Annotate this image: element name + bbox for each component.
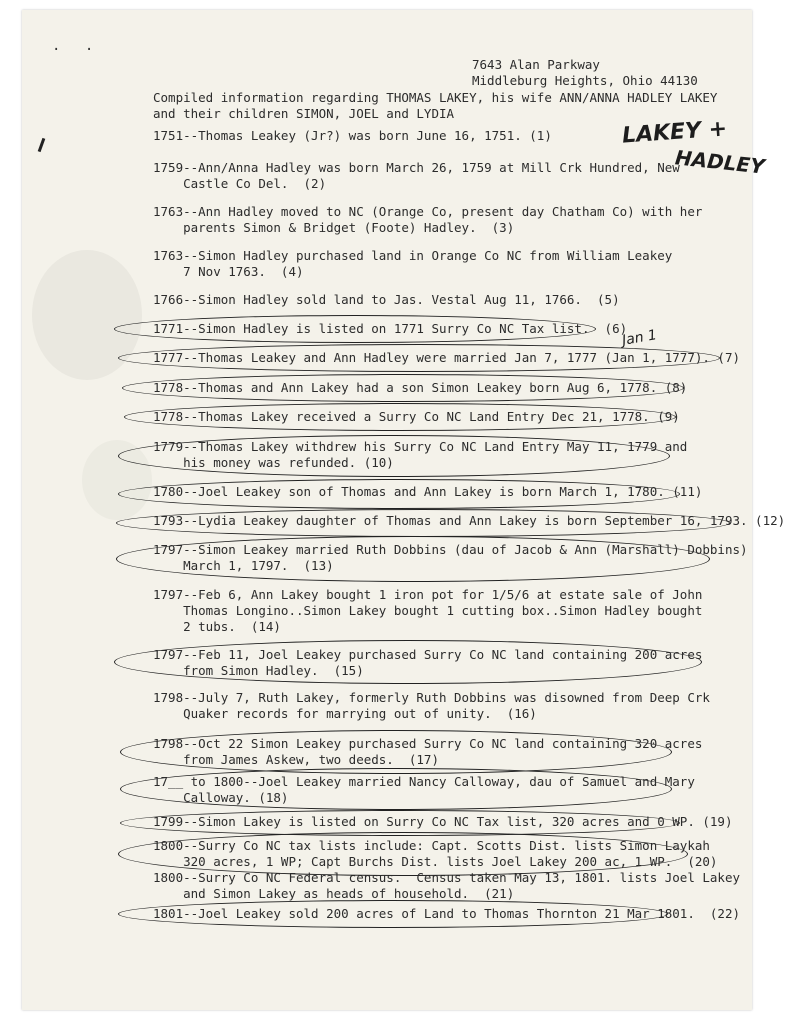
intro-block: [153, 90, 717, 122]
timeline-entry: 1780--Joel Leakey son of Thomas and Ann Lakey is born March 1, 1780. (11): [153, 484, 703, 499]
timeline-entry: 1763--Ann Hadley moved to NC (Orange Co, present day Chatham Co) with her parents Simon & Bridget (Foote) Hadley. (3): [153, 204, 703, 235]
timeline-entry: 1751--Thomas Leakey (Jr?) was born June 16, 1751. (1): [153, 128, 552, 143]
handwritten-title: LAKEY +: [621, 116, 728, 149]
margin-dots: . .: [52, 38, 102, 54]
timeline-entry: 1799--Simon Lakey is listed on Surry Co NC Tax list, 320 acres and 0 WP. (19): [153, 814, 733, 829]
timeline-entry: 1779--Thomas Lakey withdrew his Surry Co NC Land Entry May 11, 1779 and his money was refunded. (10): [153, 439, 688, 470]
timeline-entry: 1766--Simon Hadley sold land to Jas. Vestal Aug 11, 1766. (5): [153, 292, 620, 307]
timeline-entry: 1797--Feb 11, Joel Leakey purchased Surry Co NC land containing 200 acres from Simon Hadley. (15): [153, 647, 703, 678]
timeline-entry: 17__ to 1800--Joel Leakey married Nancy Calloway, dau of Samuel and Mary Calloway. (18): [153, 774, 695, 805]
address-line: Middleburg Heights, Ohio 44130: [472, 73, 698, 88]
intro-line: Compiled information regarding THOMAS LAKEY, his wife ANN/ANNA HADLEY LAKEY: [153, 90, 718, 105]
timeline-entry: 1771--Simon Hadley is listed on 1771 Surry Co NC Tax list. (6): [153, 321, 628, 336]
timeline-entry: 1798--Oct 22 Simon Leakey purchased Surry Co NC land containing 320 acres from James Askew, two deeds. (17): [153, 736, 703, 767]
timeline-entry: 1777--Thomas Leakey and Ann Hadley were married Jan 7, 1777 (Jan 1, 1777). (7): [153, 350, 740, 365]
document-page: [22, 10, 785, 1010]
margin-tick-mark: [38, 138, 46, 152]
timeline-entry: 1793--Lydia Leakey daughter of Thomas and Ann Lakey is born September 16, 1793. (12): [153, 513, 785, 528]
timeline-entry: 1759--Ann/Anna Hadley was born March 26, 1759 at Mill Crk Hundred, New Castle Co Del. (2): [153, 160, 680, 191]
timeline-entry: 1798--July 7, Ruth Lakey, formerly Ruth Dobbins was disowned from Deep Crk Quaker records for marrying out of unity. (16): [153, 690, 710, 721]
timeline-entry: 1797--Simon Leakey married Ruth Dobbins (dau of Jacob & Ann (Marshall) Dobbins) March 1, 1797. (13): [153, 542, 748, 573]
address-block: [472, 57, 698, 89]
timeline-entry: 1778--Thomas Lakey received a Surry Co NC Land Entry Dec 21, 1778. (9): [153, 409, 680, 424]
handwritten-note: Jan 1: [620, 327, 659, 349]
timeline-entry: 1763--Simon Hadley purchased land in Orange Co NC from William Leakey 7 Nov 1763. (4): [153, 248, 673, 279]
timeline-entry: 1800--Surry Co NC Federal census. Census taken May 13, 1801. lists Joel Lakey and Simon Lakey as heads of household. (21): [153, 870, 740, 901]
handwritten-title: HADLEY: [673, 145, 766, 179]
timeline-entry: 1801--Joel Leakey sold 200 acres of Land to Thomas Thornton 21 Mar 1801. (22): [153, 906, 740, 921]
timeline-entry: 1778--Thomas and Ann Lakey had a son Simon Leakey born Aug 6, 1778. (8): [153, 380, 688, 395]
timeline-entry: 1797--Feb 6, Ann Lakey bought 1 iron pot for 1/5/6 at estate sale of John Thomas Longino..Simon Lakey bought 1 cutting box..Simon Hadley bought 2 tubs. (14): [153, 587, 703, 634]
timeline-entry: 1800--Surry Co NC tax lists include: Capt. Scotts Dist. lists Simon Laykah 320 acres, 1 WP; Capt Burchs Dist. lists Joel Lakey 200 ac, 1 WP. (20): [153, 838, 718, 869]
address-line: 7643 Alan Parkway: [472, 57, 600, 72]
intro-line: and their children SIMON, JOEL and LYDIA: [153, 106, 455, 121]
